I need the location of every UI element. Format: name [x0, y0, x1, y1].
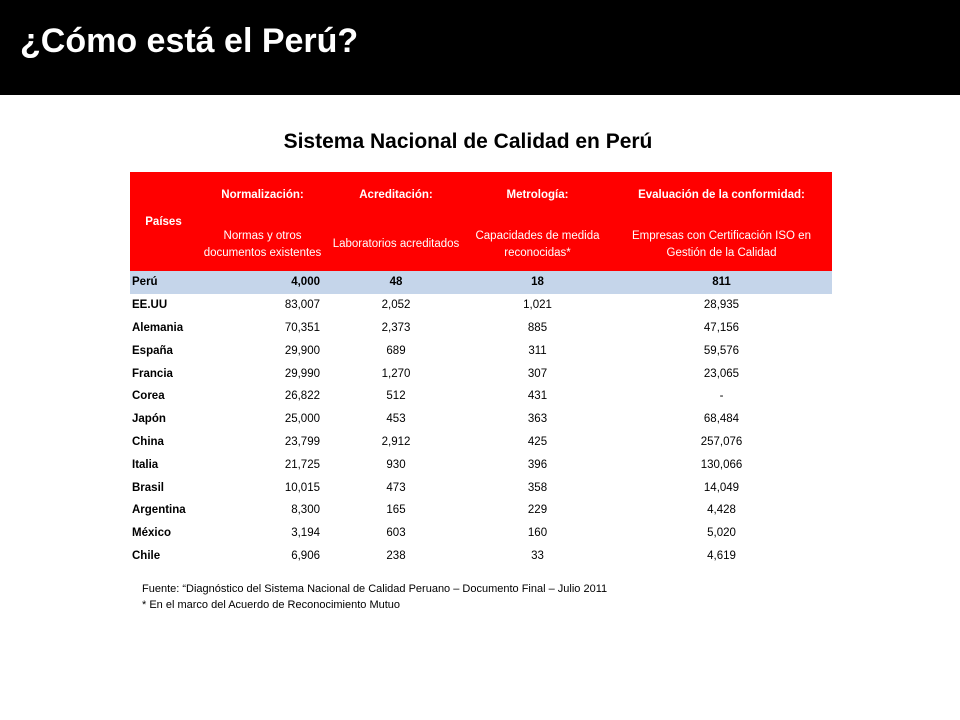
value-cell: 29,990	[284, 367, 320, 380]
value-cell: 311	[528, 344, 547, 357]
value-cell: -	[719, 390, 724, 403]
value-cell: 930	[386, 458, 406, 471]
table-title: Sistema Nacional de Calidad en Perú	[283, 130, 653, 153]
table-row	[130, 271, 832, 294]
value-cell: 5,020	[707, 527, 736, 540]
table-row	[130, 339, 832, 362]
header-metrologia: Metrología:	[464, 172, 611, 218]
value-cell: 25,000	[284, 413, 320, 426]
value-cell: 4,000	[197, 271, 328, 294]
value-cell: 257,076	[700, 435, 743, 448]
country-cell: Chile	[132, 549, 161, 562]
table-body	[130, 271, 832, 567]
value-cell: 26,822	[284, 390, 320, 403]
subheader-empresas: Empresas con Certificación ISO en Gestión de la Calidad	[611, 218, 832, 271]
value-cell: 8,300	[291, 504, 320, 517]
value-cell: 165	[386, 504, 406, 517]
value-cell: 473	[386, 481, 406, 494]
title-bar	[0, 0, 960, 95]
table-row	[130, 499, 832, 522]
value-cell: 10,015	[284, 481, 320, 494]
value-cell: 23,799	[284, 435, 320, 448]
value-cell: 59,576	[703, 344, 740, 357]
table-row	[130, 385, 832, 408]
value-cell: 453	[386, 413, 406, 426]
table-header-row-subheaders	[130, 218, 832, 271]
subheader-laboratorios: Laboratorios acreditados	[328, 218, 464, 271]
subheader-normas: Normas y otros documentos existentes	[197, 218, 328, 271]
country-cell: Francia	[132, 367, 173, 380]
value-cell: 29,900	[284, 344, 320, 357]
header-paises: Países	[130, 172, 197, 271]
value-cell: 48	[328, 271, 464, 294]
table-row	[130, 408, 832, 431]
table-row	[130, 453, 832, 476]
value-cell: 307	[527, 367, 548, 380]
value-cell: 83,007	[284, 299, 320, 312]
footnote-note: * En el marco del Acuerdo de Reconocimiento Mutuo	[142, 599, 401, 611]
country-cell: Perú	[130, 271, 197, 294]
value-cell: 1,270	[381, 367, 411, 380]
country-cell: Alemania	[132, 321, 184, 334]
value-cell: 28,935	[703, 299, 740, 312]
country-cell: Brasil	[132, 481, 164, 494]
header-acreditacion: Acreditación:	[328, 172, 464, 218]
value-cell: 47,156	[703, 321, 740, 334]
value-cell: 21,725	[284, 458, 320, 471]
value-cell: 811	[611, 271, 832, 294]
value-cell: 431	[527, 390, 548, 403]
value-cell: 68,484	[703, 413, 740, 426]
value-cell: 689	[386, 344, 406, 357]
slide-title: ¿Cómo está el Perú?	[20, 22, 359, 60]
value-cell: 18	[464, 271, 611, 294]
table-row	[130, 476, 832, 499]
value-cell: 2,373	[381, 321, 411, 334]
value-cell: 130,066	[700, 458, 743, 471]
country-cell: Japón	[132, 413, 166, 426]
value-cell: 33	[531, 549, 544, 562]
value-cell: 4,428	[707, 504, 736, 517]
table-row	[130, 522, 832, 545]
value-cell: 70,351	[284, 321, 320, 334]
value-cell: 1,021	[523, 299, 552, 312]
quality-system-table	[130, 172, 832, 567]
value-cell: 2,052	[381, 299, 411, 312]
table-row	[130, 317, 832, 340]
country-cell: Corea	[132, 390, 165, 403]
value-cell: 6,906	[291, 549, 320, 562]
value-cell: 358	[527, 481, 548, 494]
value-cell: 160	[527, 527, 548, 540]
value-cell: 23,065	[703, 367, 740, 380]
table-row	[130, 294, 832, 317]
country-cell: EE.UU	[132, 299, 168, 312]
country-cell: España	[132, 344, 173, 357]
table-row	[130, 431, 832, 454]
value-cell: 229	[527, 504, 548, 517]
header-normalizacion: Normalización:	[197, 172, 328, 218]
value-cell: 603	[386, 527, 406, 540]
footnote-source: Fuente: “Diagnóstico del Sistema Nacional de Calidad Peruano – Documento Final – Julio 2011	[142, 583, 608, 595]
subheader-capacidades: Capacidades de medida reconocidas*	[464, 218, 611, 271]
header-evaluacion: Evaluación de la conformidad:	[611, 172, 832, 218]
value-cell: 425	[527, 435, 548, 448]
value-cell: 2,912	[381, 435, 411, 448]
value-cell: 14,049	[703, 481, 740, 494]
country-cell: China	[132, 435, 164, 448]
table-row	[130, 362, 832, 385]
value-cell: 4,619	[707, 549, 736, 562]
value-cell: 396	[527, 458, 548, 471]
value-cell: 885	[527, 321, 548, 334]
table-row	[130, 545, 832, 568]
value-cell: 363	[527, 413, 548, 426]
country-cell: México	[132, 527, 171, 540]
footnotes	[142, 581, 607, 613]
country-cell: Italia	[132, 458, 159, 471]
table-header-row-categories	[130, 172, 832, 218]
value-cell: 3,194	[291, 527, 320, 540]
value-cell: 238	[386, 549, 406, 562]
value-cell: 512	[386, 390, 406, 403]
country-cell: Argentina	[132, 504, 186, 517]
